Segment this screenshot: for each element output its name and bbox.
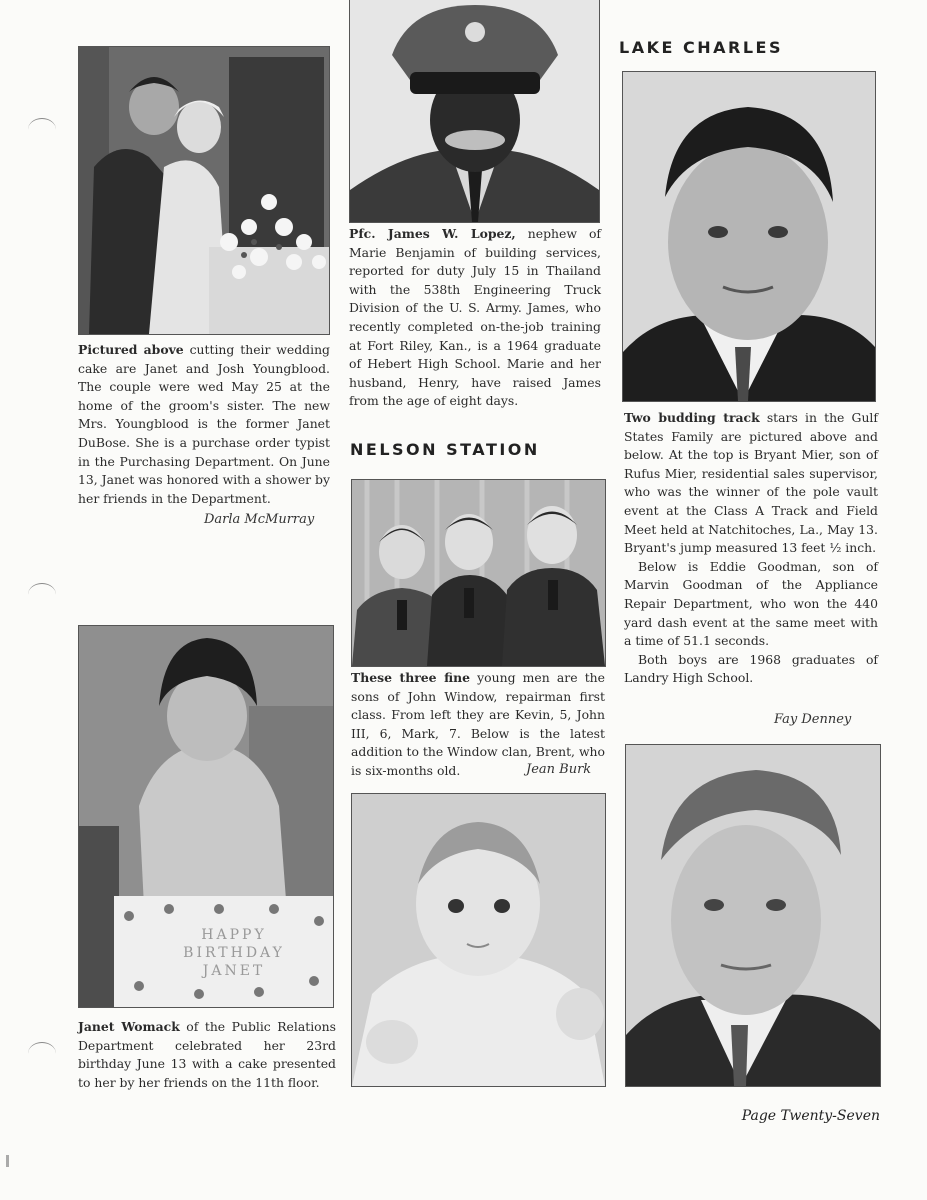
bryant-mier-portrait-photo: [622, 71, 876, 402]
punch-hole-mark: [28, 583, 56, 606]
caption-paragraph: Below is Eddie Goodman, son of Marvin Goodman of the Appliance Repair Department, who won the 440 yard dash event at the same meet with a time of 51.1 seconds.: [624, 558, 878, 649]
punch-hole-mark: [28, 118, 56, 141]
caption-lead: Two budding track: [624, 410, 760, 425]
eddie-goodman-portrait-photo: [625, 744, 881, 1087]
birthday-photo: [78, 625, 334, 1008]
caption-body: nephew of Marie Benjamin of building services, reported for duty July 15 in Thailand with the 538th Engineering Truck Division of the U. S. Army. James, who recently completed on-the-job training at Fort Riley, Kan., is a 1964 graduate of Hebert High School. Marie and her husband, Henry, have raised James from the age of eight days.: [349, 226, 601, 409]
wedding-photo: [78, 46, 330, 335]
caption-lead: Janet Womack: [78, 1019, 180, 1034]
cake-lettering: HAPPY BIRTHDAY JANET: [183, 927, 285, 979]
section-heading-nelson-station: NELSON STATION: [350, 440, 540, 459]
soldier-portrait-photo: [349, 0, 600, 223]
three-brothers-photo: [351, 479, 606, 667]
caption-lead: Pfc. James W. Lopez,: [349, 226, 516, 241]
caption-lead: These three fine: [351, 670, 470, 685]
wedding-caption: [78, 341, 330, 508]
birthday-caption: [78, 1018, 336, 1092]
wedding-byline: Darla McMurray: [204, 512, 315, 527]
caption-paragraph: Both boys are 1968 graduates of Landry High School.: [624, 651, 878, 686]
caption-body: cutting their wedding cake are Janet and Josh Youngblood. The couple were wed May 25 at the home of the groom's sister. The new Mrs. Youngblood is the former Janet DuBose. She is a purchase order typist in the Purchasing Department. On June 13, Janet was honored with a shower by her friends in the Department.: [78, 342, 330, 506]
caption-body: of the Public Relations Department celebrated her 23rd birthday June 13 with a cake presented to her by her friends on the 11th floor.: [78, 1019, 336, 1090]
brothers-byline: Jean Burk: [526, 762, 592, 777]
caption-lead: Pictured above: [78, 342, 184, 357]
track-byline: Fay Denney: [774, 712, 852, 727]
page-number: Page Twenty-Seven: [741, 1108, 880, 1124]
caption-body: young men are the sons of John Window, repairman first class. From left they are Kevin, 5, John III, 6, Mark, 7. Below is the latest addition to the Window clan, Brent, who is six-months old.: [351, 670, 605, 778]
section-heading-lake-charles: LAKE CHARLES: [619, 38, 783, 57]
soldier-caption: [349, 225, 601, 411]
track-caption: [624, 409, 878, 688]
scan-artifact: [6, 1155, 9, 1167]
punch-hole-mark: [28, 1042, 56, 1065]
caption-body: stars in the Gulf States Family are pictured above and below. At the top is Bryant Mier, son of Rufus Mier, residential sales supervisor, who was the winner of the pole vault event at the Class A Track and Field Meet held at Natchitoches, La., May 13. Bryant's jump measured 13 feet ½ inch.: [624, 410, 878, 556]
baby-photo: [351, 793, 606, 1087]
